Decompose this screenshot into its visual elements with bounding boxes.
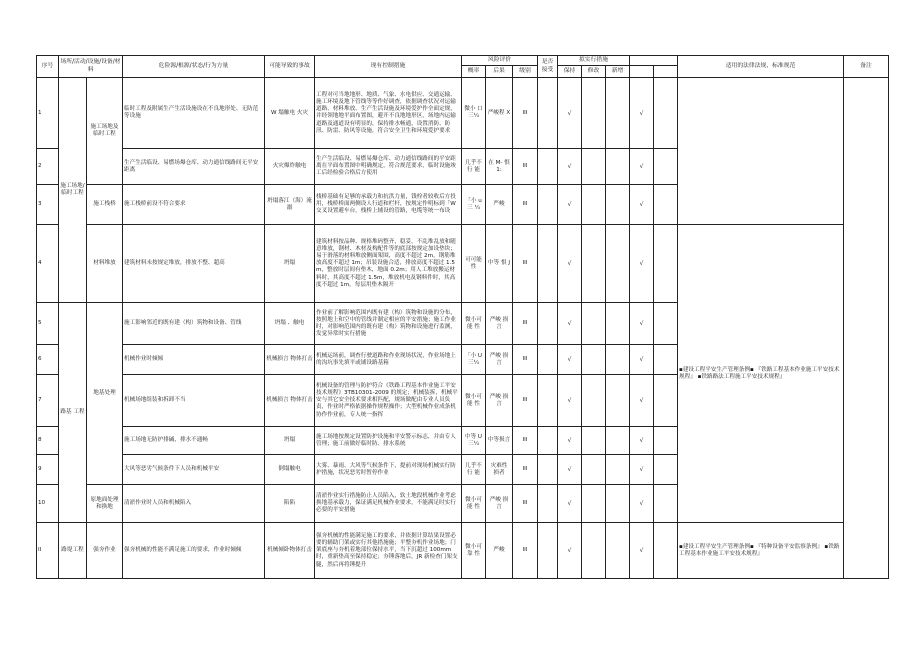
cell-yes: √ xyxy=(630,345,654,375)
cell-modify xyxy=(582,78,606,149)
cell-keep: √ xyxy=(558,375,582,427)
cell-hazard: 生产生活临设、易燃场爆仓库、动力通信线路间无平安距离 xyxy=(123,149,265,185)
cell-new xyxy=(606,225,630,303)
cell-accident: 火灾爆炸触电 xyxy=(265,149,315,185)
cell-accident: 坍塌落江（海）淹溺 xyxy=(265,185,315,225)
cell-no xyxy=(654,485,678,523)
cell-law: ▪建设工程平安生产管理条例▪ 『铁路工程基本作业施工平安技术规程』 ▪铁路路法工程施工平安技术规程』 xyxy=(678,225,844,523)
cell-yes: √ xyxy=(630,485,654,523)
cell-seq: 5 xyxy=(37,303,59,345)
cell-group: 施工场地/临时工程 xyxy=(59,78,87,303)
cell-level: III xyxy=(513,455,538,485)
cell-law xyxy=(678,78,844,225)
cell-prob: 中等 U 三¼ xyxy=(462,427,486,455)
cell-yes: √ xyxy=(630,225,654,303)
cell-modify xyxy=(582,523,606,579)
cell-hazard: 强夯机械的性能不满足施工的要求，作业时倾倾 xyxy=(123,523,265,579)
cell-current: 栈桥基础有足够的承载力和抗洪力量，钱栓者较收后方投用，栈桥桥面两侧设人行道和栏杆，按规定作明标到「W 交叉设置避车台，栈桥上辅设的管路，电缆等统一布设 xyxy=(315,185,462,225)
cell-group: 路堤工程 xyxy=(59,523,87,579)
cell-prob: 「小 u 三 ¼ xyxy=(462,185,486,225)
cell-prob: 微小 口三¼ xyxy=(462,78,486,149)
header-planned: 拟实行措施 xyxy=(558,56,630,66)
cell-new xyxy=(606,523,630,579)
header-no xyxy=(654,66,678,78)
cell-cons: 严峻程 X xyxy=(486,78,513,149)
cell-level: III xyxy=(513,523,538,579)
table-row xyxy=(37,78,889,149)
cell-new xyxy=(606,303,630,345)
table-row xyxy=(37,225,889,303)
cell-accept xyxy=(538,427,558,455)
cell-prob: 几乎不行 能 xyxy=(462,149,486,185)
cell-accident: 倒塌触电 xyxy=(265,455,315,485)
cell-new xyxy=(606,345,630,375)
header-risk-eval: 风险评价 xyxy=(462,56,538,66)
header-accident: 可能导致的事故 xyxy=(265,56,315,78)
cell-keep: √ xyxy=(558,185,582,225)
cell-keep: √ xyxy=(558,427,582,455)
cell-current: 作业前了解影响范围内既有建（构）筑物和设施的分布，按照地上和空中的管线并制定相应的平安措施；施工作业时，对影响范围内的既有建（构）筑物和设施进行监测，发觉异常时实行措施 xyxy=(315,303,462,345)
cell-accident: 机械损言 物体打击 xyxy=(265,375,315,427)
cell-hazard: 机械作业时倾倾 xyxy=(123,345,265,375)
cell-cons: 中等损言 xyxy=(486,427,513,455)
cell-prob: 微小可能 性 xyxy=(462,375,486,427)
cell-new xyxy=(606,427,630,455)
header-seq: 序号 xyxy=(37,56,59,78)
cell-no xyxy=(654,345,678,375)
header-acceptable: 是否接受 xyxy=(538,56,558,78)
header-modify: 修改 xyxy=(582,66,606,78)
cell-modify xyxy=(582,225,606,303)
cell-no xyxy=(654,149,678,185)
cell-current: 清淤作业实行措施防止人员陷入，软土地段机械作业考虑换地基承载力，保证满足机械作业要求，不能满足时实行必要的平安措施 xyxy=(315,485,462,523)
header-current: 现有控制措施 xyxy=(315,56,462,78)
cell-no xyxy=(654,375,678,427)
cell-cons: 严峻 损言 xyxy=(486,485,513,523)
cell-hazard: 建筑材料未按规定堆放，排放不整、超高 xyxy=(123,225,265,303)
cell-cons: 严峻 xyxy=(486,523,513,579)
cell-current: 生产生活临设、易燃易爆仓库、动力通信线路间的平安距离在平面布置图中明确规定，符合规范要求，临时设施竣工后经检验合格后方使用 xyxy=(315,149,462,185)
cell-accept xyxy=(538,78,558,149)
cell-current: 机械设备的管理与防护符合《铁路工程基本作业施工平安技术规程》3TB10301-2009 的规定；机械装拆，机械平安与其它安全技术要求相匹配，规场做配由专业人员负责，作业时严格依据操作规程操作；大型机械作业成条机协作作业前，专人统一指挥 xyxy=(315,375,462,427)
cell-yes: √ xyxy=(630,427,654,455)
cell-keep: √ xyxy=(558,225,582,303)
cell-group: 路基 工程 xyxy=(59,303,87,523)
cell-level: III xyxy=(513,149,538,185)
cell-no xyxy=(654,185,678,225)
cell-yes: √ xyxy=(630,78,654,149)
cell-yes: √ xyxy=(630,375,654,427)
cell-current: 施工场地按规定设置防护设施和平安警示标志，并由专人管理；施工前做好临时防、排水系统 xyxy=(315,427,462,455)
header-blank xyxy=(630,56,678,66)
header-add: 新增 xyxy=(606,66,630,78)
cell-accident: 坍塌 、触电 xyxy=(265,303,315,345)
cell-cons: 中等 恨 J xyxy=(486,225,513,303)
cell-accept xyxy=(538,225,558,303)
cell-accident: 陷陷 xyxy=(265,485,315,523)
cell-hazard: 机械场地组装和拆卸不当 xyxy=(123,375,265,427)
cell-cons: 严峻 损言 xyxy=(486,345,513,375)
cell-hazard: 施工场地无防护排碱，排水不通畅 xyxy=(123,427,265,455)
header-remark: 备注 xyxy=(844,56,889,78)
cell-seq: 2 xyxy=(37,149,59,185)
cell-accept xyxy=(538,303,558,345)
cell-modify xyxy=(582,345,606,375)
cell-seq: 6 xyxy=(37,345,59,375)
cell-sub: 施工场地及临时工程 xyxy=(87,78,123,185)
cell-prob: 微小可靠 性 xyxy=(462,523,486,579)
cell-modify xyxy=(582,375,606,427)
cell-new xyxy=(606,185,630,225)
cell-accept xyxy=(538,149,558,185)
cell-seq: 3 xyxy=(37,185,59,225)
cell-seq: 4 xyxy=(37,225,59,303)
cell-seq: 10 xyxy=(37,485,59,523)
cell-seq: 8 xyxy=(37,427,59,455)
cell-cons: 在 M- 恨 1: xyxy=(486,149,513,185)
cell-keep: √ xyxy=(558,345,582,375)
cell-keep: √ xyxy=(558,303,582,345)
cell-accident: 坍塌 xyxy=(265,225,315,303)
cell-sub: 材料堆放 xyxy=(87,225,123,303)
cell-hazard: 大风等恶劣气候条件下人员和机械平安 xyxy=(123,455,265,485)
cell-level: III xyxy=(513,427,538,455)
cell-level: III xyxy=(513,303,538,345)
cell-prob: 微小可能 性 xyxy=(462,485,486,523)
header-prob: 概率 xyxy=(462,66,486,78)
cell-prob: 几乎不行 能 xyxy=(462,455,486,485)
cell-keep: √ xyxy=(558,485,582,523)
cell-accept xyxy=(538,185,558,225)
cell-new xyxy=(606,78,630,149)
cell-cons: 灾难性 损者 xyxy=(486,455,513,485)
cell-seq: II xyxy=(37,523,59,579)
cell-accident: W 塌触电 火灾 xyxy=(265,78,315,149)
cell-yes: √ xyxy=(630,303,654,345)
cell-law: ▪建设工程平安生产管理条例▪ 『特种设备平安监察条例』 ▪铁路工程基本作业施工平安技术规程』 xyxy=(678,523,844,579)
cell-sub: 地基处理 xyxy=(87,303,123,485)
cell-no xyxy=(654,427,678,455)
cell-yes: √ xyxy=(630,455,654,485)
cell-level: III xyxy=(513,225,538,303)
cell-no xyxy=(654,455,678,485)
header-law: 适用的法律法规、标准规范 xyxy=(678,56,844,78)
cell-yes: √ xyxy=(630,523,654,579)
cell-sub: 施工栈桥 xyxy=(87,185,123,225)
cell-accident: 机械损言 物体打击 xyxy=(265,345,315,375)
header-keep: 保持 xyxy=(558,66,582,78)
header-hazard: 危险源/根源/状态/行为方量 xyxy=(123,56,265,78)
cell-no xyxy=(654,523,678,579)
cell-keep: √ xyxy=(558,523,582,579)
cell-modify xyxy=(582,455,606,485)
cell-new xyxy=(606,375,630,427)
cell-new xyxy=(606,455,630,485)
cell-remark xyxy=(844,78,889,579)
cell-seq: 7 xyxy=(37,375,59,427)
cell-new xyxy=(606,485,630,523)
cell-hazard: 清淤作业时人员和机械陷入 xyxy=(123,485,265,523)
cell-seq: 1 xyxy=(37,78,59,149)
cell-hazard: 临时工程及附属生产生活设施设在不良地形处、无防范等设施 xyxy=(123,78,265,149)
cell-level: III xyxy=(513,78,538,149)
header-level: 级别 xyxy=(513,66,538,78)
header-place: 场所/活动/设施/设备/材料 xyxy=(59,56,123,78)
cell-accept xyxy=(538,523,558,579)
table-row xyxy=(37,523,889,579)
header-consequence: 后果 xyxy=(486,66,513,78)
cell-current: 建筑材料按品种、规格堆码整齐，稳妥，不乱堆乱放和随意堆放，钢材、木材及构配件等的底部按规定加设垫块；易于滑落的材料堆放侧面架围，高度不超过 2m，钢筋堆放高度不超过 1m；吊装设施合适，排放高度不超过 1.5m，整放时层间有垫木，地面 0.2m；用人工堆放搬运材料时，其高度不超过 1.5m，堆放机电及钢料件时，其高度不超过 1m，每层用垫木隔开 xyxy=(315,225,462,303)
cell-yes: √ xyxy=(630,149,654,185)
cell-yes: √ xyxy=(630,185,654,225)
cell-accept xyxy=(538,375,558,427)
cell-sub: 原地面处理和换地 xyxy=(87,485,123,523)
cell-current: 工程对可当地地形、地质、气象、水电供应、交通运输、施工环境及地下管线等等作好调查，依据调查状况对运输道路、材料堆放、生产生活设施及环境爱护作全面定规，并经领地地平面布置图，避开不良地地形区，场地内运输道路及通道设有明显的，保持排水畅通，设置消防、防汛、防雷、防风等设施，符合安全卫生和环境爱护要求 xyxy=(315,78,462,149)
cell-accident: 坍塌 xyxy=(265,427,315,455)
cell-accept xyxy=(538,455,558,485)
cell-new xyxy=(606,149,630,185)
cell-level: III xyxy=(513,345,538,375)
cell-hazard: 施工栈桥前设不符合要求 xyxy=(123,185,265,225)
cell-hazard: 施工影响邻近的既有建（构）筑物和设备、管线 xyxy=(123,303,265,345)
cell-sub: 强夯作业 xyxy=(87,523,123,579)
cell-modify xyxy=(582,185,606,225)
cell-level: III xyxy=(513,375,538,427)
cell-current: 大雾、暴雨、大风等气候条件下，提前对现场机械实行防护措施，状况恶劣时暂停作业 xyxy=(315,455,462,485)
cell-modify xyxy=(582,149,606,185)
cell-current: 机械运场前，调查行驶道路和作业现场状况，作业场地上的沟坑事先填平或铺设路基箱 xyxy=(315,345,462,375)
cell-seq: 9 xyxy=(37,455,59,485)
cell-modify xyxy=(582,427,606,455)
cell-keep: √ xyxy=(558,455,582,485)
cell-prob: 可可能 性 xyxy=(462,225,486,303)
cell-no xyxy=(654,303,678,345)
hazard-register-table xyxy=(36,55,889,579)
cell-prob: 微小可能 性 xyxy=(462,303,486,345)
cell-modify xyxy=(582,485,606,523)
header-yes xyxy=(630,66,654,78)
cell-keep: √ xyxy=(558,149,582,185)
cell-prob: 「小 U 三¼ xyxy=(462,345,486,375)
cell-current: 强夯机械的性能满足施工的要求，并依据计算结果设置必要的辅助门架或实行其他措施施；平整夯机作业场地；门架底座与夯机着地部位保持水平，当下沉超过 100mm 时，重新垫高至保持稳定；夯锤落地后，JR 新检查门架支腿，然后再将锤提升 xyxy=(315,523,462,579)
cell-modify xyxy=(582,303,606,345)
cell-cons: 严峻 损言 xyxy=(486,303,513,345)
cell-cons: 严峻 损言 xyxy=(486,375,513,427)
cell-accident: 机械倾卧物体打击 xyxy=(265,523,315,579)
cell-keep: √ xyxy=(558,78,582,149)
cell-cons: 严峻 xyxy=(486,185,513,225)
cell-no xyxy=(654,225,678,303)
cell-accept xyxy=(538,485,558,523)
cell-level: III xyxy=(513,485,538,523)
cell-level: III xyxy=(513,185,538,225)
cell-accept xyxy=(538,345,558,375)
cell-no xyxy=(654,78,678,149)
